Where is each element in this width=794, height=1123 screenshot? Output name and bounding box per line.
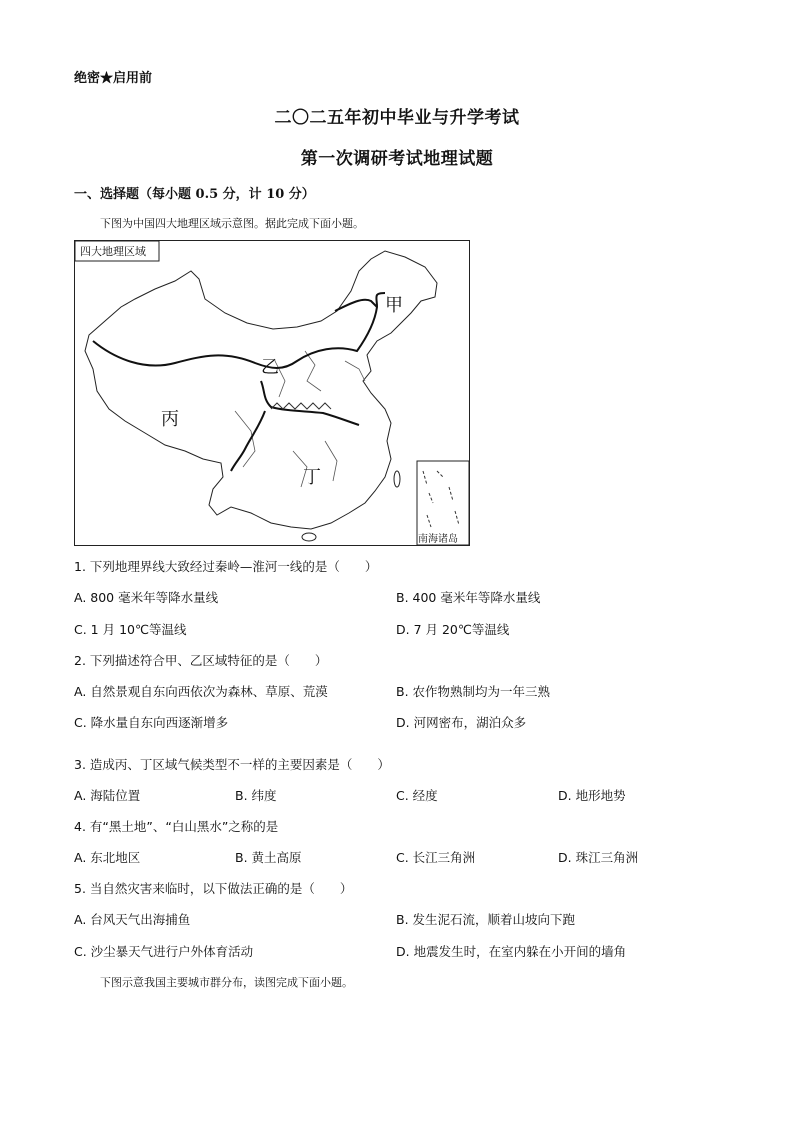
question-1-option-d[interactable]: D. 7 月 20℃等温线 <box>396 622 510 637</box>
question-1-option-b[interactable]: B. 400 毫米年等降水量线 <box>396 590 541 605</box>
exam-title: 二〇二五年初中毕业与升学考试 <box>274 108 520 128</box>
inner-border <box>305 351 321 391</box>
map-intro-text: 下图为中国四大地理区域示意图。据此完成下面小题。 <box>100 217 364 230</box>
question-3-stem: 3. 造成丙、丁区域气候类型不一样的主要因素是（ ） <box>74 757 390 772</box>
question-1-option-a[interactable]: A. 800 毫米年等降水量线 <box>74 590 219 605</box>
legend-title: 四大地理区域 <box>80 245 146 258</box>
section-heading: 一、选择题（每小题 0.5 分，计 10 分） <box>74 187 315 202</box>
qinling-huaihe-boundary <box>261 381 359 425</box>
question-1-option-c[interactable]: C. 1 月 10℃等温线 <box>74 622 187 637</box>
inner-border <box>325 441 337 481</box>
map-drawing <box>75 241 469 545</box>
region-label-jia: 甲 <box>385 295 403 316</box>
question-4-option-d[interactable]: D. 珠江三角洲 <box>558 850 639 865</box>
hainan-island <box>302 533 316 541</box>
question-2-stem: 2. 下列描述符合甲、乙区域特征的是（ ） <box>74 653 328 668</box>
exam-subtitle: 第一次调研考试地理试题 <box>300 149 494 169</box>
question-2-option-c[interactable]: C. 降水量自东向西逐渐增多 <box>74 715 229 730</box>
question-3-option-a[interactable]: A. 海陆位置 <box>74 788 141 803</box>
question-4-option-b[interactable]: B. 黄土高原 <box>235 850 302 865</box>
next-intro-text: 下图示意我国主要城市群分布，读图完成下面小题。 <box>100 976 353 989</box>
question-2-option-d[interactable]: D. 河网密布，湖泊众多 <box>396 715 527 730</box>
question-2-option-b[interactable]: B. 农作物熟制均为一年三熟 <box>396 684 551 699</box>
plateau-boundary <box>231 411 265 471</box>
question-5-stem: 5. 当自然灾害来临时，以下做法正确的是（ ） <box>74 881 353 896</box>
question-1-stem: 1. 下列地理界线大致经过秦岭—淮河一线的是（ ） <box>74 559 378 574</box>
question-4-stem: 4. 有“黑土地”、“白山黑水”之称的是 <box>74 819 279 834</box>
question-5-option-c[interactable]: C. 沙尘暴天气进行户外体育活动 <box>74 944 254 959</box>
question-5-option-d[interactable]: D. 地震发生时，在室内躲在小开间的墙角 <box>396 944 627 959</box>
question-4-option-a[interactable]: A. 东北地区 <box>74 850 141 865</box>
question-2-option-a[interactable]: A. 自然景观自东向西依次为森林、草原、荒漠 <box>74 684 328 699</box>
region-label-bing: 丙 <box>161 409 179 430</box>
question-4-option-c[interactable]: C. 长江三角洲 <box>396 850 476 865</box>
confidential-mark: 绝密★启用前 <box>74 71 153 86</box>
south-china-sea-inset <box>417 461 469 545</box>
inner-border <box>345 361 365 381</box>
region-label-yi: 乙 <box>261 357 279 378</box>
taiwan-island <box>394 471 400 487</box>
region-label-ding: 丁 <box>303 467 321 488</box>
question-5-option-a[interactable]: A. 台风天气出海捕鱼 <box>74 912 191 927</box>
question-3-option-d[interactable]: D. 地形地势 <box>558 788 626 803</box>
question-3-option-b[interactable]: B. 纬度 <box>235 788 277 803</box>
question-3-option-c[interactable]: C. 经度 <box>396 788 438 803</box>
inset-label: 南海诸岛 <box>418 534 458 545</box>
question-5-option-b[interactable]: B. 发生泥石流，顺着山坡向下跑 <box>396 912 576 927</box>
china-regions-map <box>74 240 470 546</box>
